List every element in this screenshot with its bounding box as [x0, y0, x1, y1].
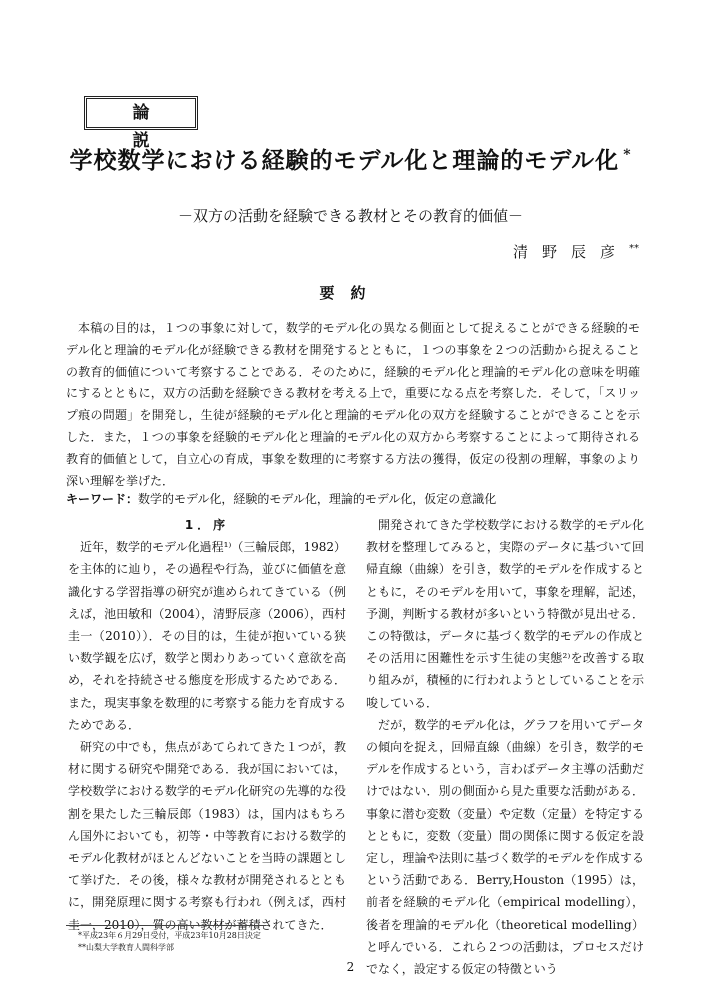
page-number: 2: [346, 960, 355, 974]
category-box: [84, 96, 215, 151]
abstract-heading: 要約: [319, 284, 382, 302]
paper-subtitle: －双方の活動を経験できる教材とその教育的価値－: [177, 207, 523, 225]
footnote: **山梨大学教育人間科学部: [78, 943, 174, 952]
right-column: [366, 514, 644, 980]
footnotes: [78, 930, 261, 954]
title-footnote-mark: *: [623, 147, 632, 164]
abstract-text: 本稿の目的は，１つの事象に対して，数学的モデル化の異なる側面として捉えることができる経験的モデル化と理論的モデル化が経験できる教材を開発するとともに，１つの事象を２つの活動から捉えることの教育的価値について考察することである．そのために，経験的モデル化と理論的モデル化の意味を明確にするとともに，双方の活動を経験できる教材を考える上で，重要になる点を考察した．そして，「スリップ痕の問題」を開発し，生徒が経験的モデル化と理論的モデル化の双方を経験することができることを示した．また，１つの事象を経験的モデル化と理論的モデル化の双方から考察することによって期待される教育的価値として，自立心の育成，事象を数理的に考察する方法の獲得，仮定の役割の理解，事象のより深い理解を挙げた．: [66, 321, 640, 488]
body-paragraph: だが，数学的モデル化は，グラフを用いてデータの傾向を捉え，回帰直線（曲線）を引き，数学的モデルを作成するという，言わばデータ主導の活動だけではない．別の側面から見た重要な活動がある．事象に潜む変数（変量）や定数（定量）を特定するとともに，変数（変量）間の関係に関する仮定を設定し，理論や法則に基づく数学的モデルを作成するという活動である．Berry,Houston（1995）は，前者を経験的モデル化（empirical modelling），後者を理論的モデル化（theoretical modelling）と呼んでいる．これら２つの活動は，プロセスだけでなく，設定する仮定の特徴という: [366, 717, 644, 977]
body-paragraph: 開発されてきた学校数学における数学的モデル化教材を整理してみると，実際のデータに基づいて回帰直線（曲線）を引き，数学的モデルを作成するとともに，そのモデルを用いて，事象を理解，記述，予測，判断する教材が多いという特徴が見出せる．この特徴は，データに基づく数学的モデルの作成とその活用に困難性を示す生徒の実態²⁾を改善する取り組みが，積極的に行われようとしていることを示唆している．: [366, 518, 644, 710]
category-label: 論 説: [132, 103, 215, 151]
paper-title: [0, 142, 701, 175]
keywords-label: キーワード：: [66, 492, 139, 506]
footnote: *平成23年６月29日受付，平成23年10月28日決定: [78, 931, 261, 940]
section-heading: 1．序: [184, 518, 230, 532]
keywords-list: 数学的モデル化，経験的モデル化，理論的モデル化，仮定の意識化: [138, 492, 497, 506]
body-paragraph: 研究の中でも，焦点があてられてきた１つが，教材に関する研究や開発である．我が国においては，学校数学における数学的モデル化研究の先導的な役割を果たした三輪辰郎（1983）は，国内はもちろん国外においても，初等・中等教育における数学的モデル化教材がほとんどないことを当時の課題として挙げた．その後，様々な教材が開発されるとともに，開発原理に関する考察も行われ（例えば，西村圭一，2010），質の高い教材が蓄積されてきた．: [68, 740, 346, 932]
author-name: 清野辰彦: [512, 243, 629, 261]
author: [513, 241, 639, 262]
author-footnote-mark: **: [629, 243, 639, 254]
abstract: [66, 318, 640, 492]
body-paragraph: 近年，数学的モデル化過程¹⁾（三輪辰郎，1982）を主体的に辿り，その過程や行為，並びに価値を意識化する学習指導の研究が進められてきている（例えば，池田敏和（2004），清野辰彦（2006），西村圭一（2010））．その目的は，生徒が抱いている狭い数学観を広げ，数学と関わりあっていく意欲を高め，それを持続させる態度を形成するためである．また，現実事象を数理的に考察する能力を育成するためである．: [68, 540, 346, 732]
title-text: 学校数学における経験的モデル化と理論的モデル化: [69, 147, 620, 174]
left-column: [68, 514, 346, 936]
keywords: [66, 490, 646, 507]
footnote-divider: [66, 925, 266, 926]
